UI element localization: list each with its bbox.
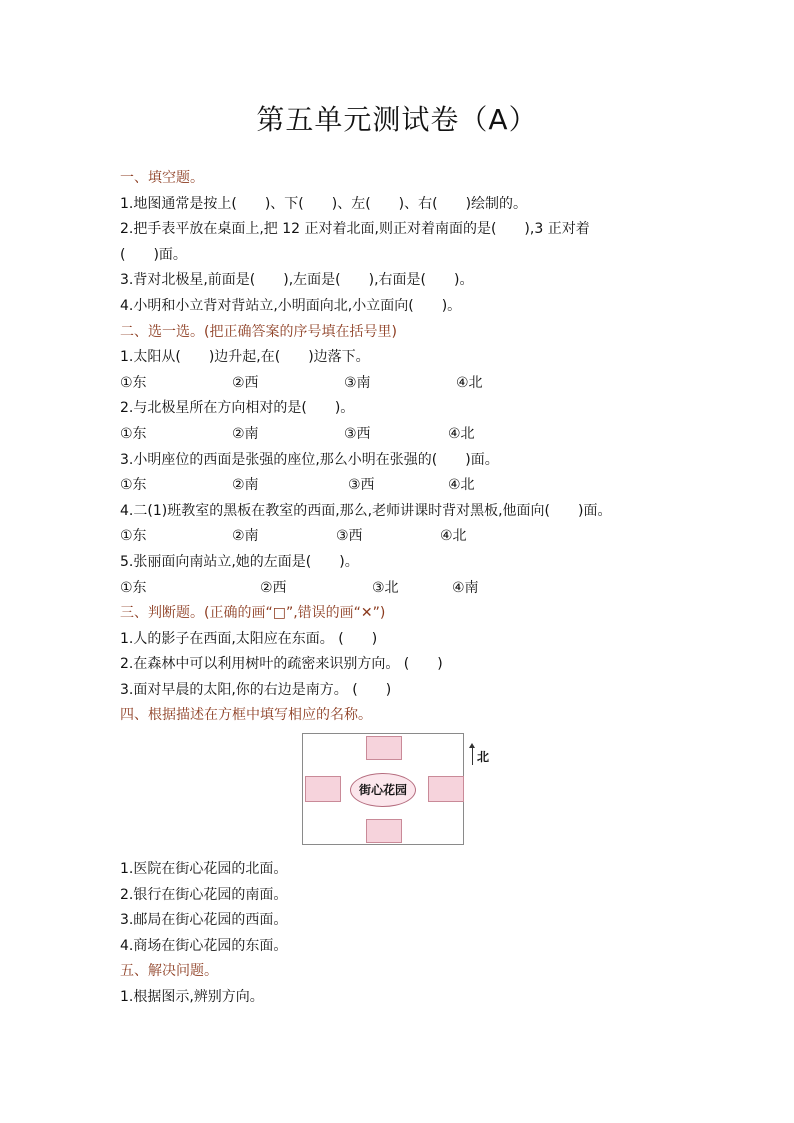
options-2-1 [120,371,680,397]
question-1-2: 2.把手表平放在桌面上,把 12 正对着北面,则正对着南面的是( ),3 正对着 [120,221,590,238]
option: ③北 [372,579,399,596]
option: ④南 [452,579,479,596]
option: ②南 [232,425,259,442]
question-2-4: 4.二(1)班教室的黑板在教室的西面,那么,老师讲课时背对黑板,他面向( )面。 [120,502,612,519]
option: ③南 [344,374,371,391]
option: ④北 [448,425,475,442]
question-1-2-cont: ( )面。 [120,246,187,263]
question-1-1: 1.地图通常是按上( )、下( )、左( )、右( )绘制的。 [120,195,528,212]
option: ④北 [440,528,467,545]
option: ④北 [456,374,483,391]
option: ②南 [232,528,259,545]
question-3-2: 2.在森林中可以利用树叶的疏密来识别方向。 ( ) [120,656,443,673]
option: ②西 [232,374,259,391]
question-2-3: 3.小明座位的西面是张强的座位,那么小明在张强的( )面。 [120,451,499,468]
option: ①东 [120,477,147,494]
question-2-5: 5.张丽面向南站立,她的左面是( )。 [120,553,359,570]
east-answer-box[interactable] [428,776,464,802]
option: ①东 [120,374,147,391]
question-4-3: 3.邮局在街心花园的西面。 [120,912,288,929]
option: ②南 [232,477,259,494]
question-3-1: 1.人的影子在西面,太阳应在东面。 ( ) [120,630,378,647]
section-heading-problem: 五、解决问题。 [120,963,218,980]
option: ③西 [336,528,363,545]
option: ④北 [448,477,475,494]
option: ②西 [260,579,287,596]
question-1-3: 3.背对北极星,前面是( ),左面是( ),右面是( )。 [120,272,474,289]
page-title: 第五单元测试卷（A） [256,103,538,136]
option: ①东 [120,579,147,596]
options-2-3 [120,473,680,499]
question-2-1: 1.太阳从( )边升起,在( )边落下。 [120,349,370,366]
question-4-1: 1.医院在街心花园的北面。 [120,861,288,878]
options-2-5 [120,576,680,602]
question-4-2: 2.银行在街心花园的南面。 [120,886,288,903]
worksheet-content [120,166,680,1011]
option: ①东 [120,425,147,442]
question-4-4: 4.商场在街心花园的东面。 [120,937,288,954]
north-arrow-icon [472,747,473,765]
north-indicator [472,745,489,767]
option: ③西 [344,425,371,442]
options-2-4 [120,524,680,550]
question-1-4: 4.小明和小立背对背站立,小明面向北,小立面向( )。 [120,297,462,314]
section-heading-true-false: 三、判断题。(正确的画“□”,错误的画“✕”) [120,605,386,622]
options-2-2 [120,422,680,448]
section-heading-fill-in: 一、填空题。 [120,170,204,186]
option: ③西 [348,477,375,494]
question-2-2: 2.与北极星所在方向相对的是( )。 [120,400,355,417]
question-3-3: 3.面对早晨的太阳,你的右边是南方。 ( ) [120,681,392,698]
section-heading-map: 四、根据描述在方框中填写相应的名称。 [120,707,372,724]
option: ①东 [120,528,147,545]
map-frame [302,733,464,845]
north-label: 北 [477,749,490,764]
garden-label: 街心花园 [350,773,416,807]
garden-map-diagram [120,729,680,857]
south-answer-box[interactable] [366,819,402,843]
section-heading-choice: 二、选一选。(把正确答案的序号填在括号里) [120,323,397,340]
north-answer-box[interactable] [366,736,402,760]
question-5-1: 1.根据图示,辨别方向。 [120,989,264,1006]
west-answer-box[interactable] [305,776,341,802]
